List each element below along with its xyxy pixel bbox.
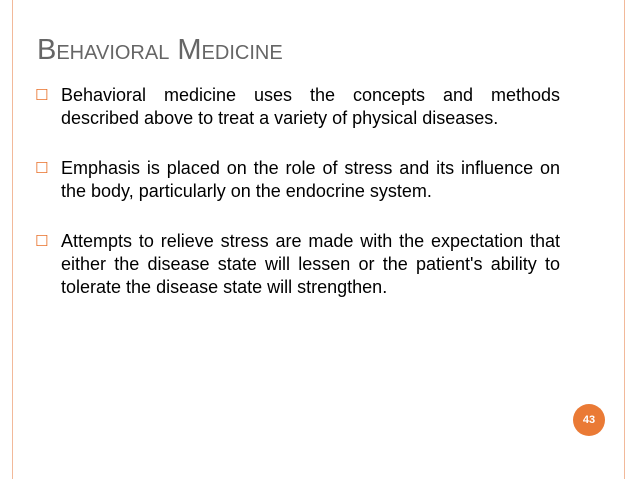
- checkbox-bullet-icon: ☐: [35, 159, 49, 177]
- bullet-item: [35, 230, 560, 299]
- checkbox-bullet-icon: ☐: [35, 86, 49, 104]
- bullet-list: [35, 84, 560, 326]
- checkbox-bullet-icon: ☐: [35, 232, 49, 250]
- bullet-text: Emphasis is placed on the role of stress and its influence on the body, particularly on the endocrine system.: [61, 158, 560, 201]
- bullet-text: Behavioral medicine uses the concepts and methods described above to treat a variety of physical diseases.: [61, 85, 560, 128]
- slide-title: Behavioral Medicine: [37, 34, 283, 66]
- bullet-item: [35, 84, 560, 130]
- page-number-badge: 43: [573, 404, 605, 436]
- bullet-text: Attempts to relieve stress are made with the expectation that either the disease state will lessen or the patient's ability to tolerate the disease state will strengthen.: [61, 231, 560, 297]
- bullet-item: [35, 157, 560, 203]
- left-border-line: [12, 0, 13, 479]
- right-border-line: [624, 0, 625, 479]
